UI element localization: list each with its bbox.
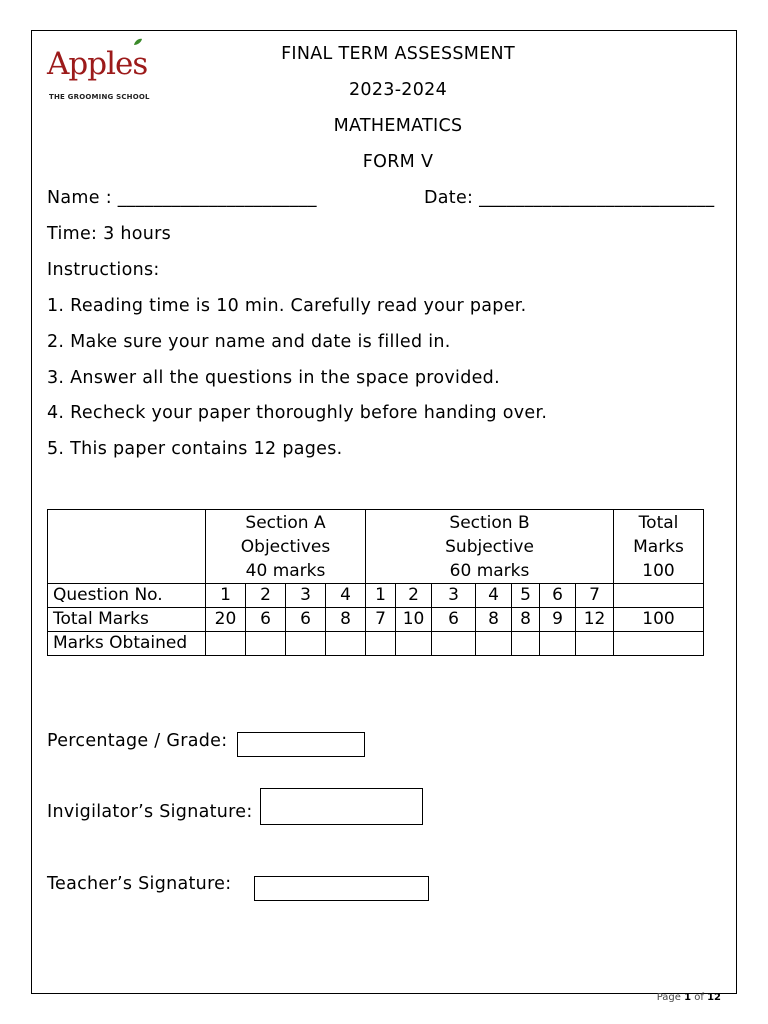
invigilator-signature-label: Invigilator’s Signature: (47, 802, 253, 822)
teacher-signature-label: Teacher’s Signature: (47, 874, 232, 894)
total-marks-cell: 10 (396, 608, 432, 632)
total-marks-cell: 20 (206, 608, 246, 632)
instruction-item: 4. Recheck your paper thoroughly before handing over. (47, 403, 548, 423)
logo-tagline: THE GROOMING SCHOOL (49, 93, 150, 101)
question-number-cell: 3 (286, 584, 326, 608)
total-header (614, 510, 704, 584)
exam-form: FORM V (362, 152, 434, 172)
marks-obtained-cell[interactable] (396, 632, 432, 656)
exam-subject: MATHEMATICS (333, 116, 463, 136)
instructions-heading: Instructions: (47, 260, 160, 280)
question-number-cell: 1 (366, 584, 396, 608)
total-marks-cell: 8 (326, 608, 366, 632)
marks-obtained-cell[interactable] (476, 632, 512, 656)
question-number-cell: 2 (396, 584, 432, 608)
page-total: 12 (707, 992, 721, 1003)
total-marks-cell: 8 (476, 608, 512, 632)
table-row (48, 608, 704, 632)
total-marks-cell: 7 (366, 608, 396, 632)
question-number-cell: 7 (576, 584, 614, 608)
marks-obtained-cell[interactable] (512, 632, 540, 656)
empty-header-cell (48, 510, 206, 584)
invigilator-signature-box[interactable] (260, 788, 423, 825)
marks-obtained-cell[interactable] (246, 632, 286, 656)
row-label: Marks Obtained (48, 632, 206, 656)
empty-cell (614, 584, 704, 608)
question-number-cell: 4 (476, 584, 512, 608)
instruction-item: 3. Answer all the questions in the space provided. (47, 368, 500, 388)
grand-total-cell: 100 (614, 608, 704, 632)
total-title: Total (638, 513, 679, 533)
question-number-cell: 4 (326, 584, 366, 608)
table-row (48, 584, 704, 608)
marks-obtained-cell[interactable] (366, 632, 396, 656)
row-label: Question No. (48, 584, 206, 608)
total-marks-cell: 6 (286, 608, 326, 632)
marks-table (47, 509, 704, 656)
section-a-marks: 40 marks (245, 561, 326, 581)
section-a-title: Section A (245, 513, 326, 533)
marks-obtained-total-cell[interactable] (614, 632, 704, 656)
marks-obtained-cell[interactable] (206, 632, 246, 656)
page-prefix: Page (656, 992, 681, 1003)
total-subtitle: Marks (633, 537, 684, 557)
question-number-cell: 5 (512, 584, 540, 608)
section-a-header (206, 510, 366, 584)
name-field[interactable]: Name : ______________________ (47, 188, 317, 208)
exam-year: 2023-2024 (348, 80, 448, 100)
percentage-grade-box[interactable] (237, 732, 365, 757)
question-number-cell: 2 (246, 584, 286, 608)
logo-text: Apples (47, 46, 148, 82)
marks-obtained-cell[interactable] (432, 632, 476, 656)
instruction-item: 2. Make sure your name and date is filled in. (47, 332, 451, 352)
page-current: 1 (684, 992, 692, 1003)
exam-title: FINAL TERM ASSESSMENT (281, 44, 515, 64)
teacher-signature-box[interactable] (254, 876, 429, 901)
marks-obtained-cell[interactable] (576, 632, 614, 656)
marks-obtained-cell[interactable] (326, 632, 366, 656)
page-number (657, 992, 721, 1003)
section-b-title: Section B (449, 513, 530, 533)
total-marks-cell: 6 (432, 608, 476, 632)
total-marks-cell: 8 (512, 608, 540, 632)
total-marks-cell: 6 (246, 608, 286, 632)
total-marks-cell: 12 (576, 608, 614, 632)
row-label: Total Marks (48, 608, 206, 632)
section-a-type: Objectives (240, 537, 331, 557)
instruction-item: 1. Reading time is 10 min. Carefully read your paper. (47, 296, 527, 316)
page-of: of (694, 992, 704, 1003)
question-number-cell: 1 (206, 584, 246, 608)
question-number-cell: 3 (432, 584, 476, 608)
question-number-cell: 6 (540, 584, 576, 608)
marks-obtained-cell[interactable] (286, 632, 326, 656)
table-header-row (48, 510, 704, 584)
section-b-header (366, 510, 614, 584)
table-row (48, 632, 704, 656)
marks-obtained-cell[interactable] (540, 632, 576, 656)
total-value: 100 (642, 561, 675, 581)
section-b-marks: 60 marks (449, 561, 530, 581)
date-field[interactable]: Date: __________________________ (424, 188, 715, 208)
percentage-grade-label: Percentage / Grade: (47, 731, 228, 751)
section-b-type: Subjective (445, 537, 534, 557)
time-allowed: Time: 3 hours (47, 224, 172, 244)
instruction-item: 5. This paper contains 12 pages. (47, 439, 343, 459)
total-marks-cell: 9 (540, 608, 576, 632)
